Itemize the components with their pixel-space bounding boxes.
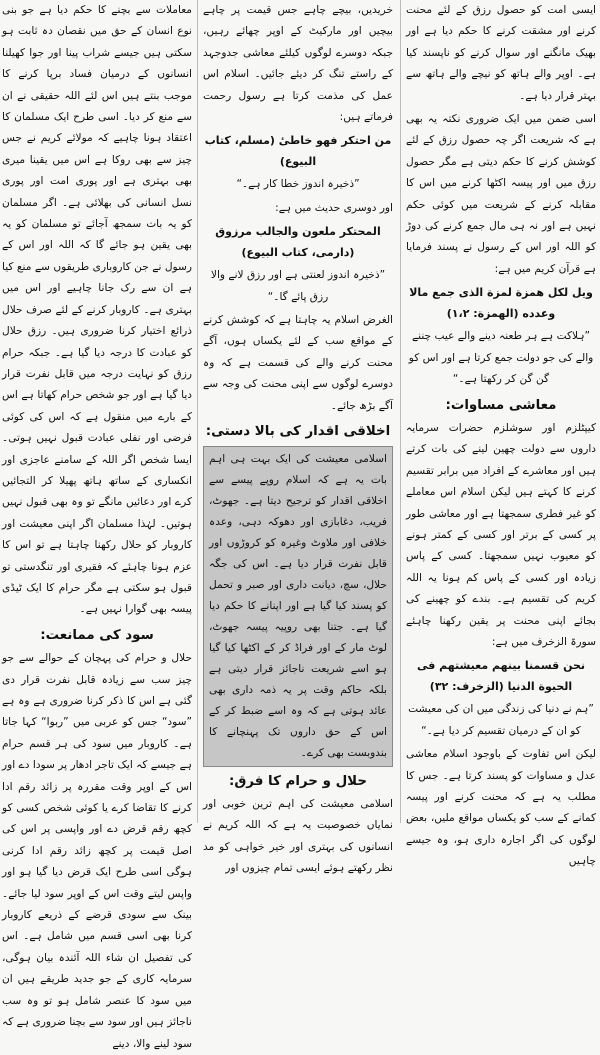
translation-quote: ”ہم نے دنیا کی زندگی میں ان کی معیشت کو ان کے درمیان تقسیم کر دیا ہے۔“	[408, 703, 594, 737]
paragraph: معاملات سے بچنے کا حکم دیا ہے جو بنی نوع انسان کے حق میں نقصان دہ ثابت ہو سکتی ہیں جیسے شراب پینا اور جوا کھیلنا انسانوں کے درمیان فساد برپا کرنے کا موجب بنتے ہیں اس لئے اللہ حقیقی نے ان سے منع کر دیا۔ اسی طرح ایک مسلمان کا اعتقاد ہونا چاہیے کہ مولائے کریم نے جس چیز سے بھی روکا ہے اس میں یقینا میری بھی بہتری ہے اور پوری امت اور پوری نسل انسانی کی بھلائی ہے۔ اگر مسلمان کو یہ بات سمجھ آجائے تو مسلمان کو یہ بھی یقین ہو جائے گا کہ اللہ اور اس کے رسول نے جن کاروباری طریقوں سے منع کیا ہے ان سے رک جانا چاہیے اور اس میں بہتری ہے۔ کاروبار کرنے کے لئے صرف حلال ذرائع اختیار کرنا ضروری ہیں۔ رزق حلال کو عبادت کا درجہ دیا گیا ہے۔ جبکہ حرام رزق کو نہایت درجہ میں قابل نفرت قرار دیا گیا ہے اور جو شخص حرام کھاتا ہے اس کے بارے میں منقول ہے کہ اس کی کوئی فرضی اور نفلی عبادت قبول نہیں ہوتی۔ ایسا شخص اگر اللہ کے سامنے عاجزی اور انکساری کے ساتھ ہاتھ پھیلا کر التجائیں کرے اور دعائیں مانگے تو وہ بھی قبول نہیں ہوتیں۔ لہٰذا مسلمان اگر اپنی معیشت اور کاروبار کو حلال رکھنا چاہتا ہے تو اس کا عزم ہونا چاہئے کہ فقیری اور تنگدستی تو قبول ہو سکتی ہے مگر حرام کا ایک ٹیڈی پیسہ بھی گوارا نہیں ہے۔	[2, 4, 192, 616]
section-heading: حلال و حرام کا فرق:	[228, 773, 368, 789]
hadith-arabic: المحتکر ملعون والجالب مرزوق (دارمی، کتاب البیوع)	[215, 225, 381, 260]
paragraph: حلال و حرام کی پہچان کے حوالے سے جو چیز سب سے زیادہ قابل نفرت قرار دی گئی ہے اس کا ذکر کرنا ضروری ہے وہ ہے ”سود“ جس کو عربی میں ”ربوا“ کہا جاتا ہے۔ کاروبار میں سود کی ہر قسم حرام ہے جیسے کہ ایک تاجر ادھار پر سودا دے اور اس کے اوپر وقت مقررہ پر زائد رقم ادا کرنے کا تقاضا کرے یا کوئی شخص کسی کو کچھ رقم قرض دے اور واپسی پر اس کی اصل قیمت پر کچھ زائد رقم ادا کرنی ہوگی اسی طرح ایک قرض دیا گیا ہو اور واپس لیتے وقت اس کے اوپر سود لیا جائے۔ بینک سے سودی قرضے کے ذریعے کاروبار کرنا بھی اسی قسم میں شامل ہے۔ اس کی تفصیل ان شاء اللہ آئندہ بیان ہوگی، سرمایہ کاری کے جو جدید طریقے ہیں ان میں سود کا عنصر شامل ہو تو وہ سب ناجائز ہیں اور سود سے بچنا ضروری ہے کہ سود لینے والا، دینے	[2, 652, 192, 1050]
column-divider	[197, 0, 198, 823]
paragraph: اسلامی معیشت کی اہم ترین خوبی اور نمایاں خصوصیت یہ ہے کہ اللہ کریم نے انسانوں کی بہتری اور خیر خواہی کو مد نظر رکھتے ہوئے ایسی تمام چیزوں اور	[203, 797, 393, 875]
column-divider	[400, 0, 401, 823]
translation-quote: ”ذخیرہ اندوز لعنتی ہے اور رزق لانے والا رزق پائے گا۔“	[210, 269, 386, 303]
paragraph: الغرض اسلام یہ چاہتا ہے کہ کوشش کرنے کے مواقع سب کے لئے یکساں ہوں، آگے محنت کرنے والے کی قسمت ہے کہ وہ دوسرے لوگوں سے اپنی محنت کی وجہ سے آگے بڑھ جائے۔	[203, 314, 393, 412]
paragraph: کیپٹلزم اور سوشلزم حضرات سرمایہ داروں سے دولت چھین لینے کی بات کرتے ہیں اور معاشرے کے افراد میں برابر تقسیم کرنے کا کہتے ہیں لیکن اسلام اس معاملے کو غیر فطری سمجھتا ہے اور معاشی طور پر کسی کے برتر اور کسی کے کمتر ہونے کو معیوب نہیں سمجھتا۔ کسی کے پاس زیادہ اور کسی کے پاس کم ہونا یہ اللہ کریم کی تقسیم ہے۔ بندے کو چھینے کی بجائے اپنی محنت پر یقین رکھنا چاہئے سورۃ الزخرف میں ہے:	[406, 421, 596, 648]
paragraph: لیکن اس تفاوت کے باوجود اسلام معاشی عدل و مساوات کو پسند کرتا ہے۔ جس کا مطلب یہ ہے کہ محنت کرنے اور پیسہ کمانے کے سب کو یکساں مواقع ملیں، بعض لوگوں کی اگر اجارہ داری ہو، وہ جیسے چاہیں	[406, 748, 596, 868]
arabic-verse: نحن قسمنا بینهم معیشتهم فی الحیوة الدنیا (الزخرف: ۳۲)	[416, 659, 586, 694]
section-heading: اخلاقی اقدار کی بالا دستی:	[205, 424, 391, 440]
paragraph: ایسی امت کو حصول رزق کے لئے محنت کرنے اور مشقت کرنے کا حکم دیا ہے اور بھیک مانگنے اور سوال کرنے کو ناپسند کیا ہے۔ اوپر والے ہاتھ کو نیچے والے ہاتھ سے بہتر قرار دیا ہے۔	[406, 4, 596, 102]
paragraph: اور دوسری حدیث میں ہے:	[275, 201, 393, 214]
translation-quote: ”ہلاکت ہے ہر طعنہ دینے والے عیب چننے والے کی جو دولت جمع کرتا ہے اور اس کو گن گن کر رکھتا ہے۔“	[408, 330, 594, 386]
arabic-verse: ویل لکل همزة لمزة الذی جمع مالا وعدده (الهمزة: ۱،۲)	[409, 286, 593, 321]
section-heading: معاشی مساوات:	[445, 397, 557, 413]
section-heading: سود کی ممانعت:	[40, 627, 154, 643]
paragraph: خریدیں، بیچے چاہے جس قیمت پر چاہے بیچیں اور مارکیٹ کے اوپر چھائے رہیں، جبکہ دوسرے لوگوں کیلئے معاشی جدوجہد کے راستے تنگ کر دیئے جائیں۔ اسلام اس عمل کی مذمت کرتا ہے رسول رحمت فرماتے ہیں:	[203, 4, 393, 124]
middle-column	[203, 0, 393, 875]
translation-quote: ”ذخیرہ اندوز خطا کار ہے۔“	[236, 178, 360, 191]
right-column	[406, 0, 596, 868]
paragraph: اسی ضمن میں ایک ضروری نکتہ یہ بھی ہے کہ شریعت اگر چہ حصول رزق کے لئے کوشش کرنے کا حکم دیتی ہے مگر حصول رزق میں اور پیسہ اکٹھا کرنے میں اس کا مقابلہ کرنے کے شریعت میں کوئی حکم نہیں ہے اور نہ ہی مال جمع کرنے کی دوڑ کو اللہ اور اس کے رسول نے پسند فرمایا ہے قرآن کریم میں ہے:	[406, 113, 596, 275]
hadith-arabic: من احتکر فهو خاطیٔ (مسلم، کتاب البیوع)	[204, 134, 392, 169]
left-column	[2, 0, 192, 1050]
highlight-box: اسلامی معیشت کی ایک بہت ہی اہم بات یہ ہے کہ اسلام روپے پیسے سے اخلاقی اقدار کو ترجیح دیتا ہے۔ جھوٹ، فریب، دغابازی اور دھوکہ دہی، وعدہ خلافی اور ملاوٹ وغیرہ کو کروڑوں اور قابل نفرت قرار دیا ہے۔ اس کی جگہ حلال، سچ، دیانت داری اور صبر و تحمل کو پسند کیا گیا ہے اور اپنانے کا حکم دیا گیا ہے۔ جتنا بھی روپیہ پیسہ جھوٹ، لوٹ مار کے اور فراڈ کر کے اکٹھا کیا گیا ہو اسے شریعت ناجائز قرار دیتی ہے بلکہ حاکم وقت پر یہ ذمہ داری بھی عائد ہوتی ہے کہ وہ اسے ضبط کر کے اس کے حق داروں تک پہنچانے کا بندوبست بھی کرے۔	[203, 446, 393, 767]
